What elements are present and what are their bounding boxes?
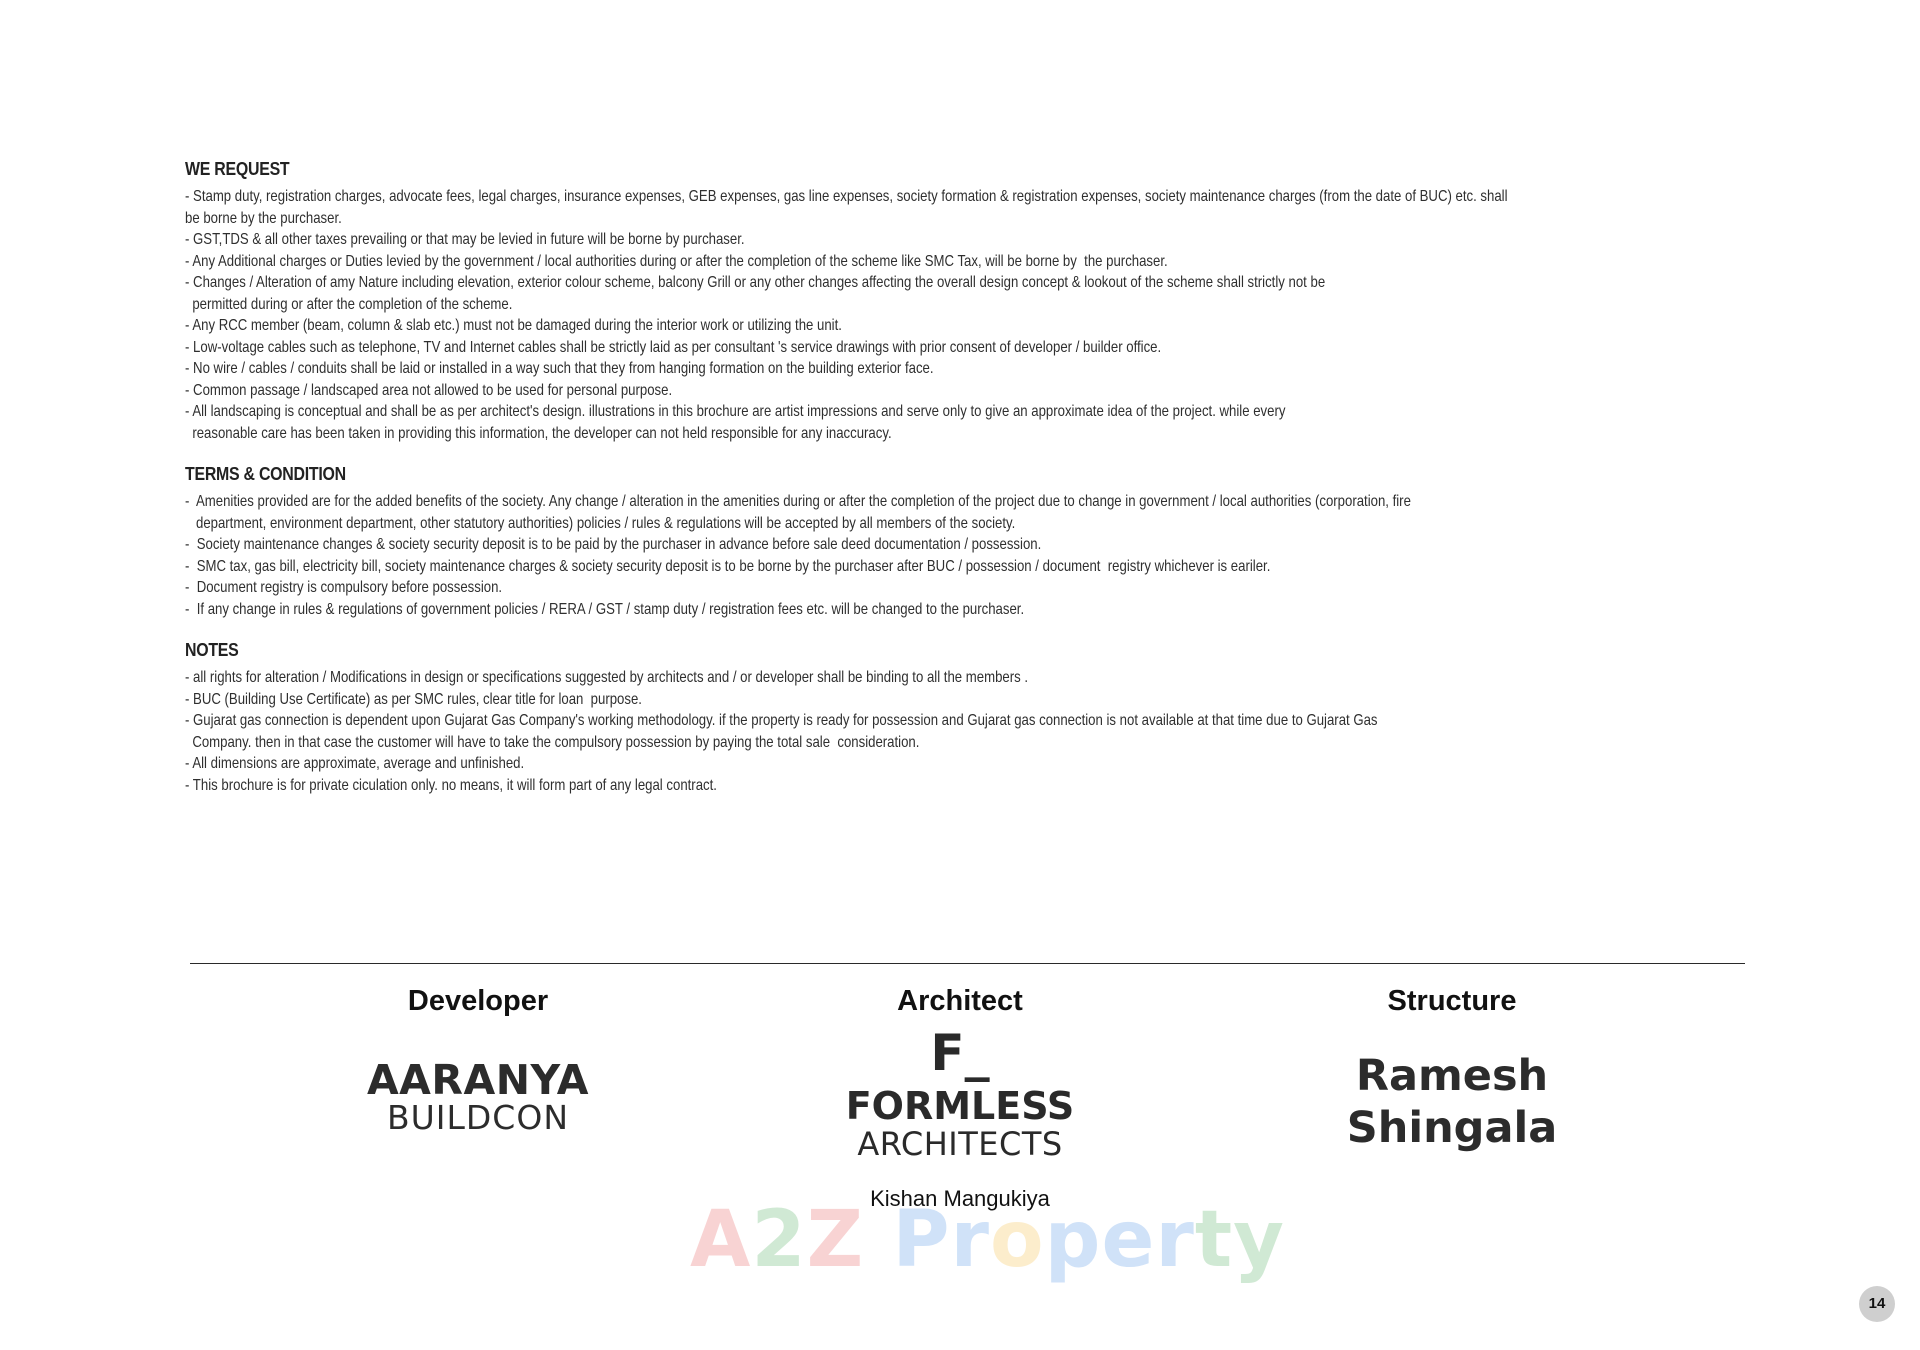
structure-heading: Structure [1387,985,1517,1017]
architect-heading: Architect [897,985,1023,1017]
terms-section [185,463,1745,620]
list-item: - If any change in rules & regulations of government policies / RERA / GST / stamp duty / registration fees etc. will be changed to the purchaser. [185,600,1025,618]
notes-section [185,639,1745,796]
architect-logo-sub: ARCHITECTS [857,1125,1063,1163]
list-item: - This brochure is for private ciculation only. no means, it will form part of any legal contract. [185,776,717,794]
terms-document [185,158,1745,815]
architect-logo-main: FORMLESS [845,1084,1075,1128]
watermark-logo: A2Z Property [690,1195,1285,1285]
credits-divider [190,963,1745,964]
architect-credit [750,985,1170,1212]
list-item: reasonable care has been taken in providing this information, the developer can not held responsible for any inaccuracy. [185,424,892,442]
section-heading: NOTES [185,639,239,660]
list-item: - Stamp duty, registration charges, advocate fees, legal charges, insurance expenses, GEB expenses, gas line expenses, society formation & registration expenses, society maintenance charges (from the date of BUC) etc. shall [185,188,1508,205]
list-item: - SMC tax, gas bill, electricity bill, society maintenance charges & society security deposit is to be borne by the purchaser after BUC / possession / document registry whichever is eariler. [185,557,1271,575]
list-item: - Low-voltage cables such as telephone, TV and Internet cables shall be strictly laid as per consultant 's service drawings with prior consent of developer / builder office. [185,338,1162,356]
structure-logo-line1: Ramesh [1355,1051,1549,1101]
we-request-list [185,186,1745,444]
list-item: - Any Additional charges or Duties levied by the government / local authorities during or after the completion of the scheme like SMC Tax, will be borne by the purchaser. [185,252,1168,270]
section-heading: TERMS & CONDITION [185,463,346,484]
notes-list [185,667,1745,796]
list-item: - Changes / Alteration of amy Nature including elevation, exterior colour scheme, balcony Grill or any other changes affecting the overall design concept & lookout of the scheme shall strictly not be [185,274,1326,291]
architect-logo [750,1026,1170,1162]
list-item: - Common passage / landscaped area not allowed to be used for personal purpose. [185,381,673,399]
list-item: permitted during or after the completion of the scheme. [185,295,513,313]
developer-logo [268,1056,688,1137]
list-item: - Amenities provided are for the added benefits of the society. Any change / alteration in the amenities during or after the completion of the project due to change in government / local authorities (corporation, fire [185,493,1411,510]
list-item: - All dimensions are approximate, average and unfinished. [185,755,525,772]
developer-heading: Developer [407,985,549,1017]
section-heading: WE REQUEST [185,158,290,179]
terms-list [185,491,1745,620]
developer-credit [268,985,688,1136]
we-request-section [185,158,1745,444]
structure-logo [1242,1050,1662,1154]
architect-logo-mark: F_ [930,1024,990,1082]
list-item: - No wire / cables / conduits shall be laid or installed in a way such that they from hanging formation on the building exterior face. [185,360,934,377]
list-item: - All landscaping is conceptual and shall be as per architect's design. illustrations in this brochure are artist impressions and serve only to give an approximate idea of the project. while every [185,403,1286,420]
structure-logo-line2: Shingala [1346,1103,1558,1153]
architect-person-name: Kishan Mangukiya [870,1186,1050,1211]
list-item: - all rights for alteration / Modifications in design or specifications suggested by architects and / or developer shall be binding to all the members . [185,669,1029,686]
list-item: - Document registry is compulsory before possession. [185,579,503,596]
list-item: Company. then in that case the customer will have to take the compulsory possession by paying the total sale consideration. [185,733,920,751]
list-item: - GST,TDS & all other taxes prevailing or that may be levied in future will be borne by purchaser. [185,231,745,248]
structure-credit [1242,985,1662,1154]
developer-logo-sub: BUILDCON [386,1098,570,1137]
list-item: - Gujarat gas connection is dependent upon Gujarat Gas Company's working methodology. if the property is ready for possession and Gujarat gas connection is not available at that time due to Gujarat Gas [185,712,1378,729]
list-item: - BUC (Building Use Certificate) as per SMC rules, clear title for loan purpose. [185,690,642,708]
page-number-badge: 14 [1859,1286,1895,1322]
list-item: department, environment department, other statutory authorities) policies / rules & regulations will be accepted by all members of the society. [185,514,1016,532]
list-item: - Society maintenance changes & society security deposit is to be paid by the purchaser in advance before sale deed documentation / possession. [185,536,1042,553]
developer-logo-main: AARANYA [366,1056,590,1104]
list-item: - Any RCC member (beam, column & slab etc.) must not be damaged during the interior work or utilizing the unit. [185,317,842,334]
list-item: be borne by the purchaser. [185,209,342,227]
